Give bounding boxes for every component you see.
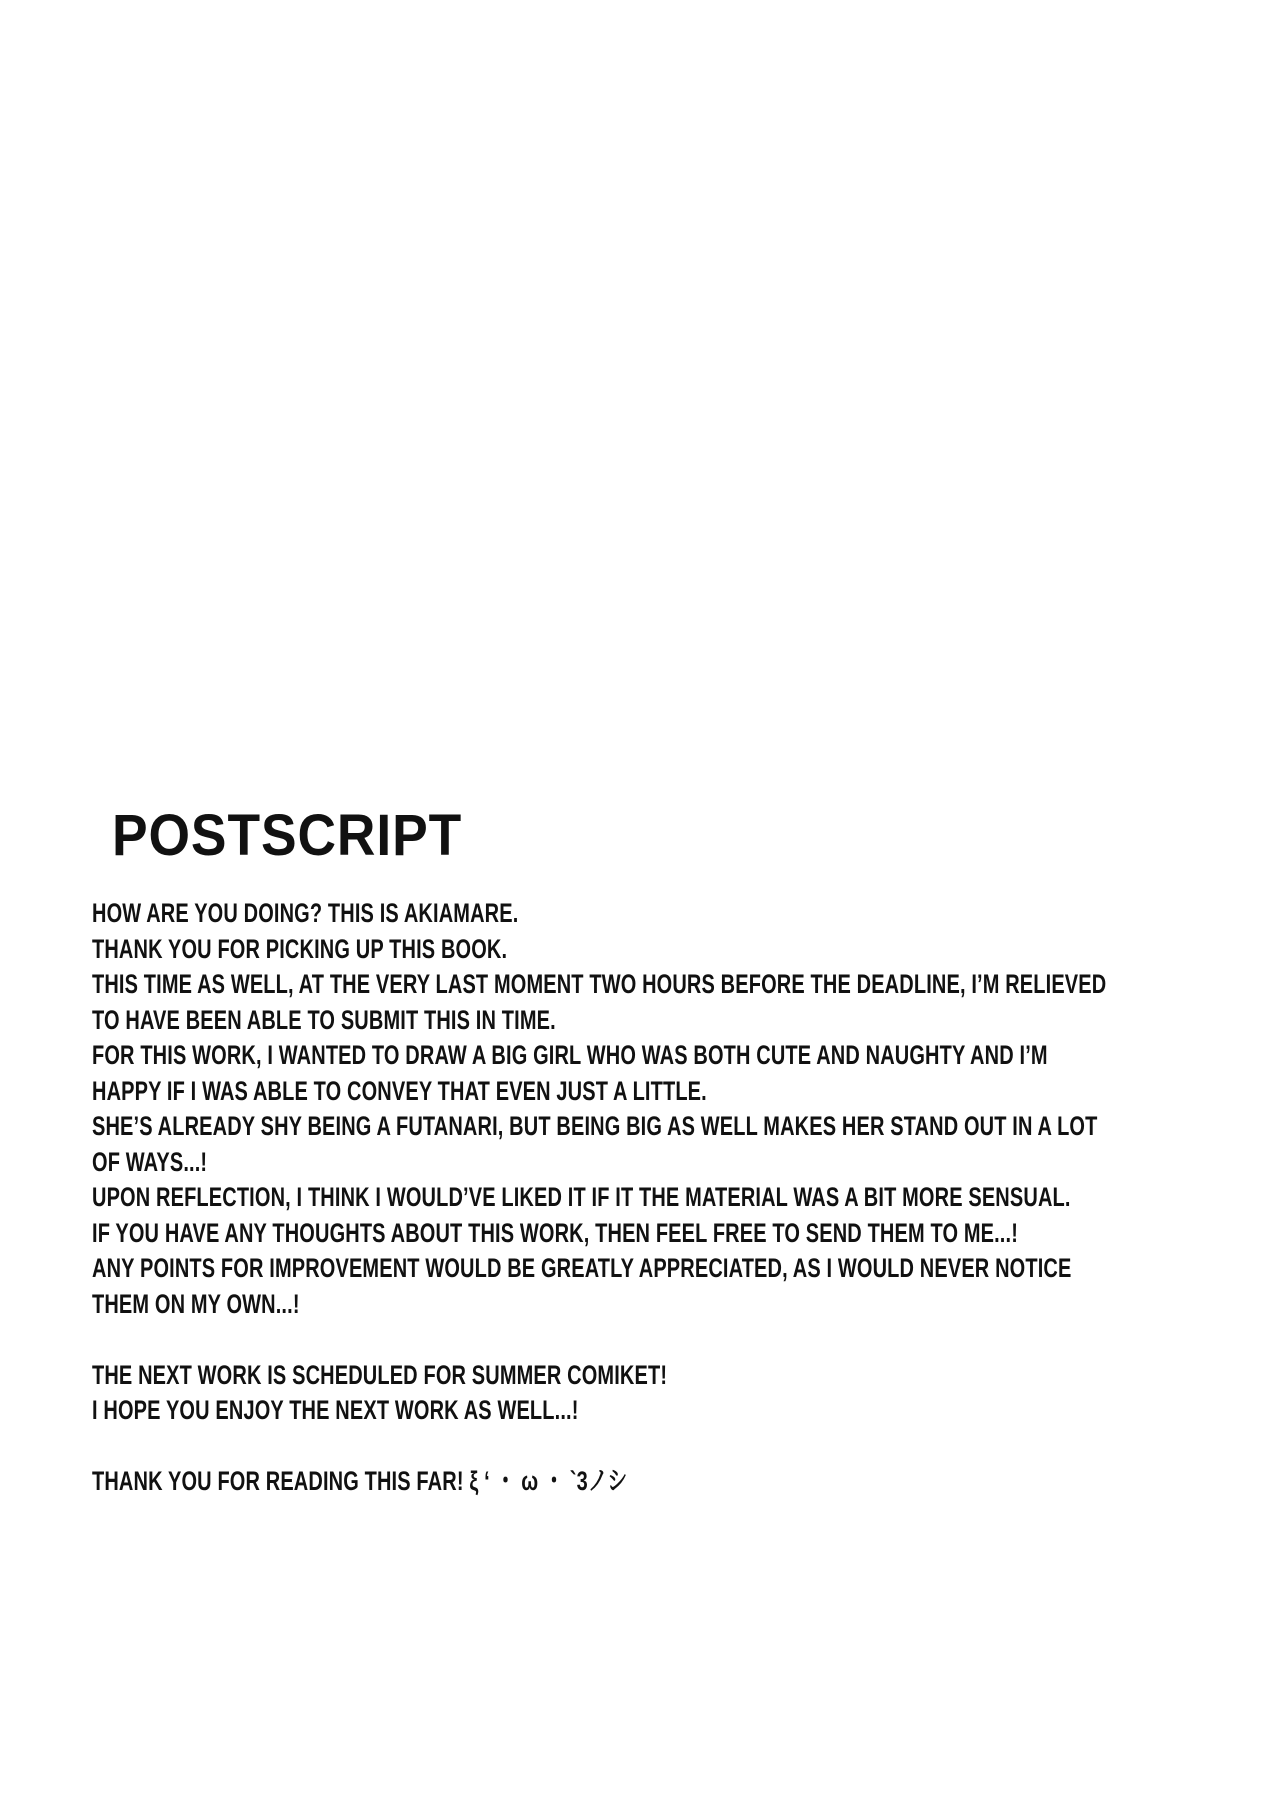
text-line: TO HAVE BEEN ABLE TO SUBMIT THIS IN TIME. bbox=[92, 1004, 556, 1035]
text-line: IF YOU HAVE ANY THOUGHTS ABOUT THIS WORK, THEN FEEL FREE TO SEND THEM TO ME...! bbox=[92, 1217, 1019, 1248]
text-line: I HOPE YOU ENJOY THE NEXT WORK AS WELL...! bbox=[92, 1395, 579, 1425]
text-line: THIS TIME AS WELL, AT THE VERY LAST MOMENT TWO HOURS BEFORE THE DEADLINE, I’M RELIEVED bbox=[92, 969, 1107, 999]
text-line-blank bbox=[92, 1322, 936, 1358]
text-line-kaomoji: THANK YOU FOR READING THIS FAR! ξ ‘ ・ ω ・ `3ノシ bbox=[92, 1466, 628, 1496]
text-line: THE NEXT WORK IS SCHEDULED FOR SUMMER COMIKET! bbox=[92, 1359, 668, 1390]
text-line: THANK YOU FOR PICKING UP THIS BOOK. bbox=[92, 933, 508, 964]
text-line: SHE’S ALREADY SHY BEING A FUTANARI, BUT BEING BIG AS WELL MAKES HER STAND OUT IN A LOT bbox=[92, 1111, 1098, 1141]
text-line: THEM ON MY OWN...! bbox=[92, 1288, 300, 1319]
postscript-body bbox=[92, 896, 1232, 1500]
text-line: FOR THIS WORK, I WANTED TO DRAW A BIG GIRL WHO WAS BOTH CUTE AND NAUGHTY AND I’M bbox=[92, 1040, 1048, 1070]
page-title: POSTSCRIPT bbox=[112, 803, 463, 868]
text-line: OF WAYS...! bbox=[92, 1146, 208, 1177]
text-line: UPON REFLECTION, I THINK I WOULD’VE LIKED IT IF IT THE MATERIAL WAS A BIT MORE SENSUAL. bbox=[92, 1182, 1071, 1212]
text-line: HOW ARE YOU DOING? THIS IS AKIAMARE. bbox=[92, 898, 519, 928]
text-line: ANY POINTS FOR IMPROVEMENT WOULD BE GREATLY APPRECIATED, AS I WOULD NEVER NOTICE bbox=[92, 1253, 1072, 1283]
text-line: HAPPY IF I WAS ABLE TO CONVEY THAT EVEN JUST A LITTLE. bbox=[92, 1075, 707, 1106]
text-line-blank bbox=[92, 1429, 936, 1465]
